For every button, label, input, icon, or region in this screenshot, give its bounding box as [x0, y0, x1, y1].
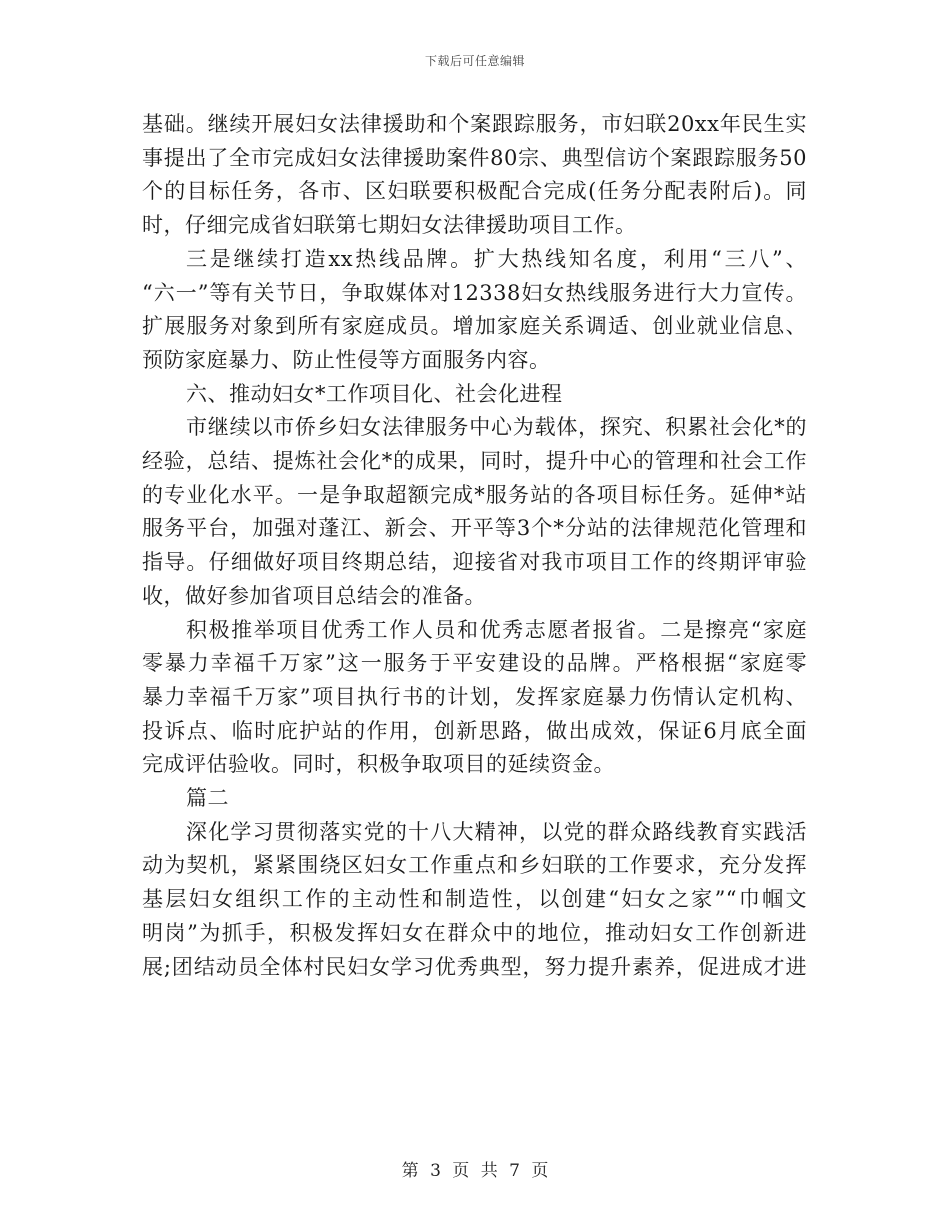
text-line: 动为契机，紧紧围绕区妇女工作重点和乡妇联的工作要求，充分发挥	[142, 853, 807, 878]
text-line: 暴力幸福千万家”项目执行书的计划，发挥家庭暴力伤情认定机构、	[142, 684, 807, 709]
text-line: 指导。仔细做好项目终期总结，迎接省对我市项目工作的终期评审验	[142, 550, 807, 575]
text-line: 扩展服务对象到所有家庭成员。增加家庭关系调适、创业就业信息、	[142, 314, 807, 339]
document-body	[142, 108, 807, 984]
text-line: 时，仔细完成省妇联第七期妇女法律援助项目工作。	[142, 213, 637, 238]
text-line: 三是继续打造xx热线品牌。扩大热线知名度，利用“三八”、	[186, 246, 807, 271]
text-line: 市继续以市侨乡妇女法律服务中心为载体，探究、积累社会化*的	[186, 415, 807, 440]
text-line: 零暴力幸福千万家”这一服务于平安建设的品牌。严格根据“家庭零	[142, 651, 807, 676]
text-line: 基础。继续开展妇女法律援助和个案跟踪服务，市妇联20xx年民生实	[142, 112, 807, 136]
text-line: 的专业化水平。一是争取超额完成*服务站的各项目标任务。延伸*站	[142, 482, 807, 507]
page-header-note: 下载后可任意编辑	[424, 54, 525, 68]
text-line: 投诉点、临时庇护站的作用，创新思路，做出成效，保证6月底全面	[142, 718, 807, 743]
text-line: 展;团结动员全体村民妇女学习优秀典型，努力提升素养，促进成才进	[142, 954, 807, 979]
text-line: “六一”等有关节日，争取媒体对12338妇女热线服务进行大力宣传。	[142, 280, 807, 305]
section-heading: 篇二	[186, 786, 229, 811]
text-line: 事提出了全市完成妇女法律援助案件80宗、典型信访个案跟踪服务50	[142, 145, 807, 170]
text-line: 服务平台，加强对蓬江、新会、开平等3个*分站的法律规范化管理和	[142, 516, 807, 541]
text-line: 完成评估验收。同时，积极争取项目的延续资金。	[142, 752, 615, 777]
text-line: 深化学习贯彻落实党的十八大精神，以党的群众路线教育实践活	[186, 819, 807, 844]
text-line: 收，做好参加省项目总结会的准备。	[142, 583, 486, 608]
text-line: 预防家庭暴力、防止性侵等方面服务内容。	[142, 347, 551, 372]
text-line: 经验，总结、提炼社会化*的成果，同时，提升中心的管理和社会工作	[142, 449, 807, 474]
page-number: 第 3 页 共 7 页	[401, 1161, 549, 1181]
text-line: 积极推举项目优秀工作人员和优秀志愿者报省。二是擦亮“家庭	[186, 617, 807, 642]
section-heading: 六、推动妇女*工作项目化、社会化进程	[186, 381, 563, 406]
text-line: 个的目标任务，各市、区妇联要积极配合完成(任务分配表附后)。同	[142, 179, 807, 204]
text-line: 基层妇女组织工作的主动性和制造性，以创建“妇女之家”“巾帼文	[142, 887, 807, 912]
text-line: 明岗”为抓手，积极发挥妇女在群众中的地位，推动妇女工作创新进	[142, 920, 807, 945]
